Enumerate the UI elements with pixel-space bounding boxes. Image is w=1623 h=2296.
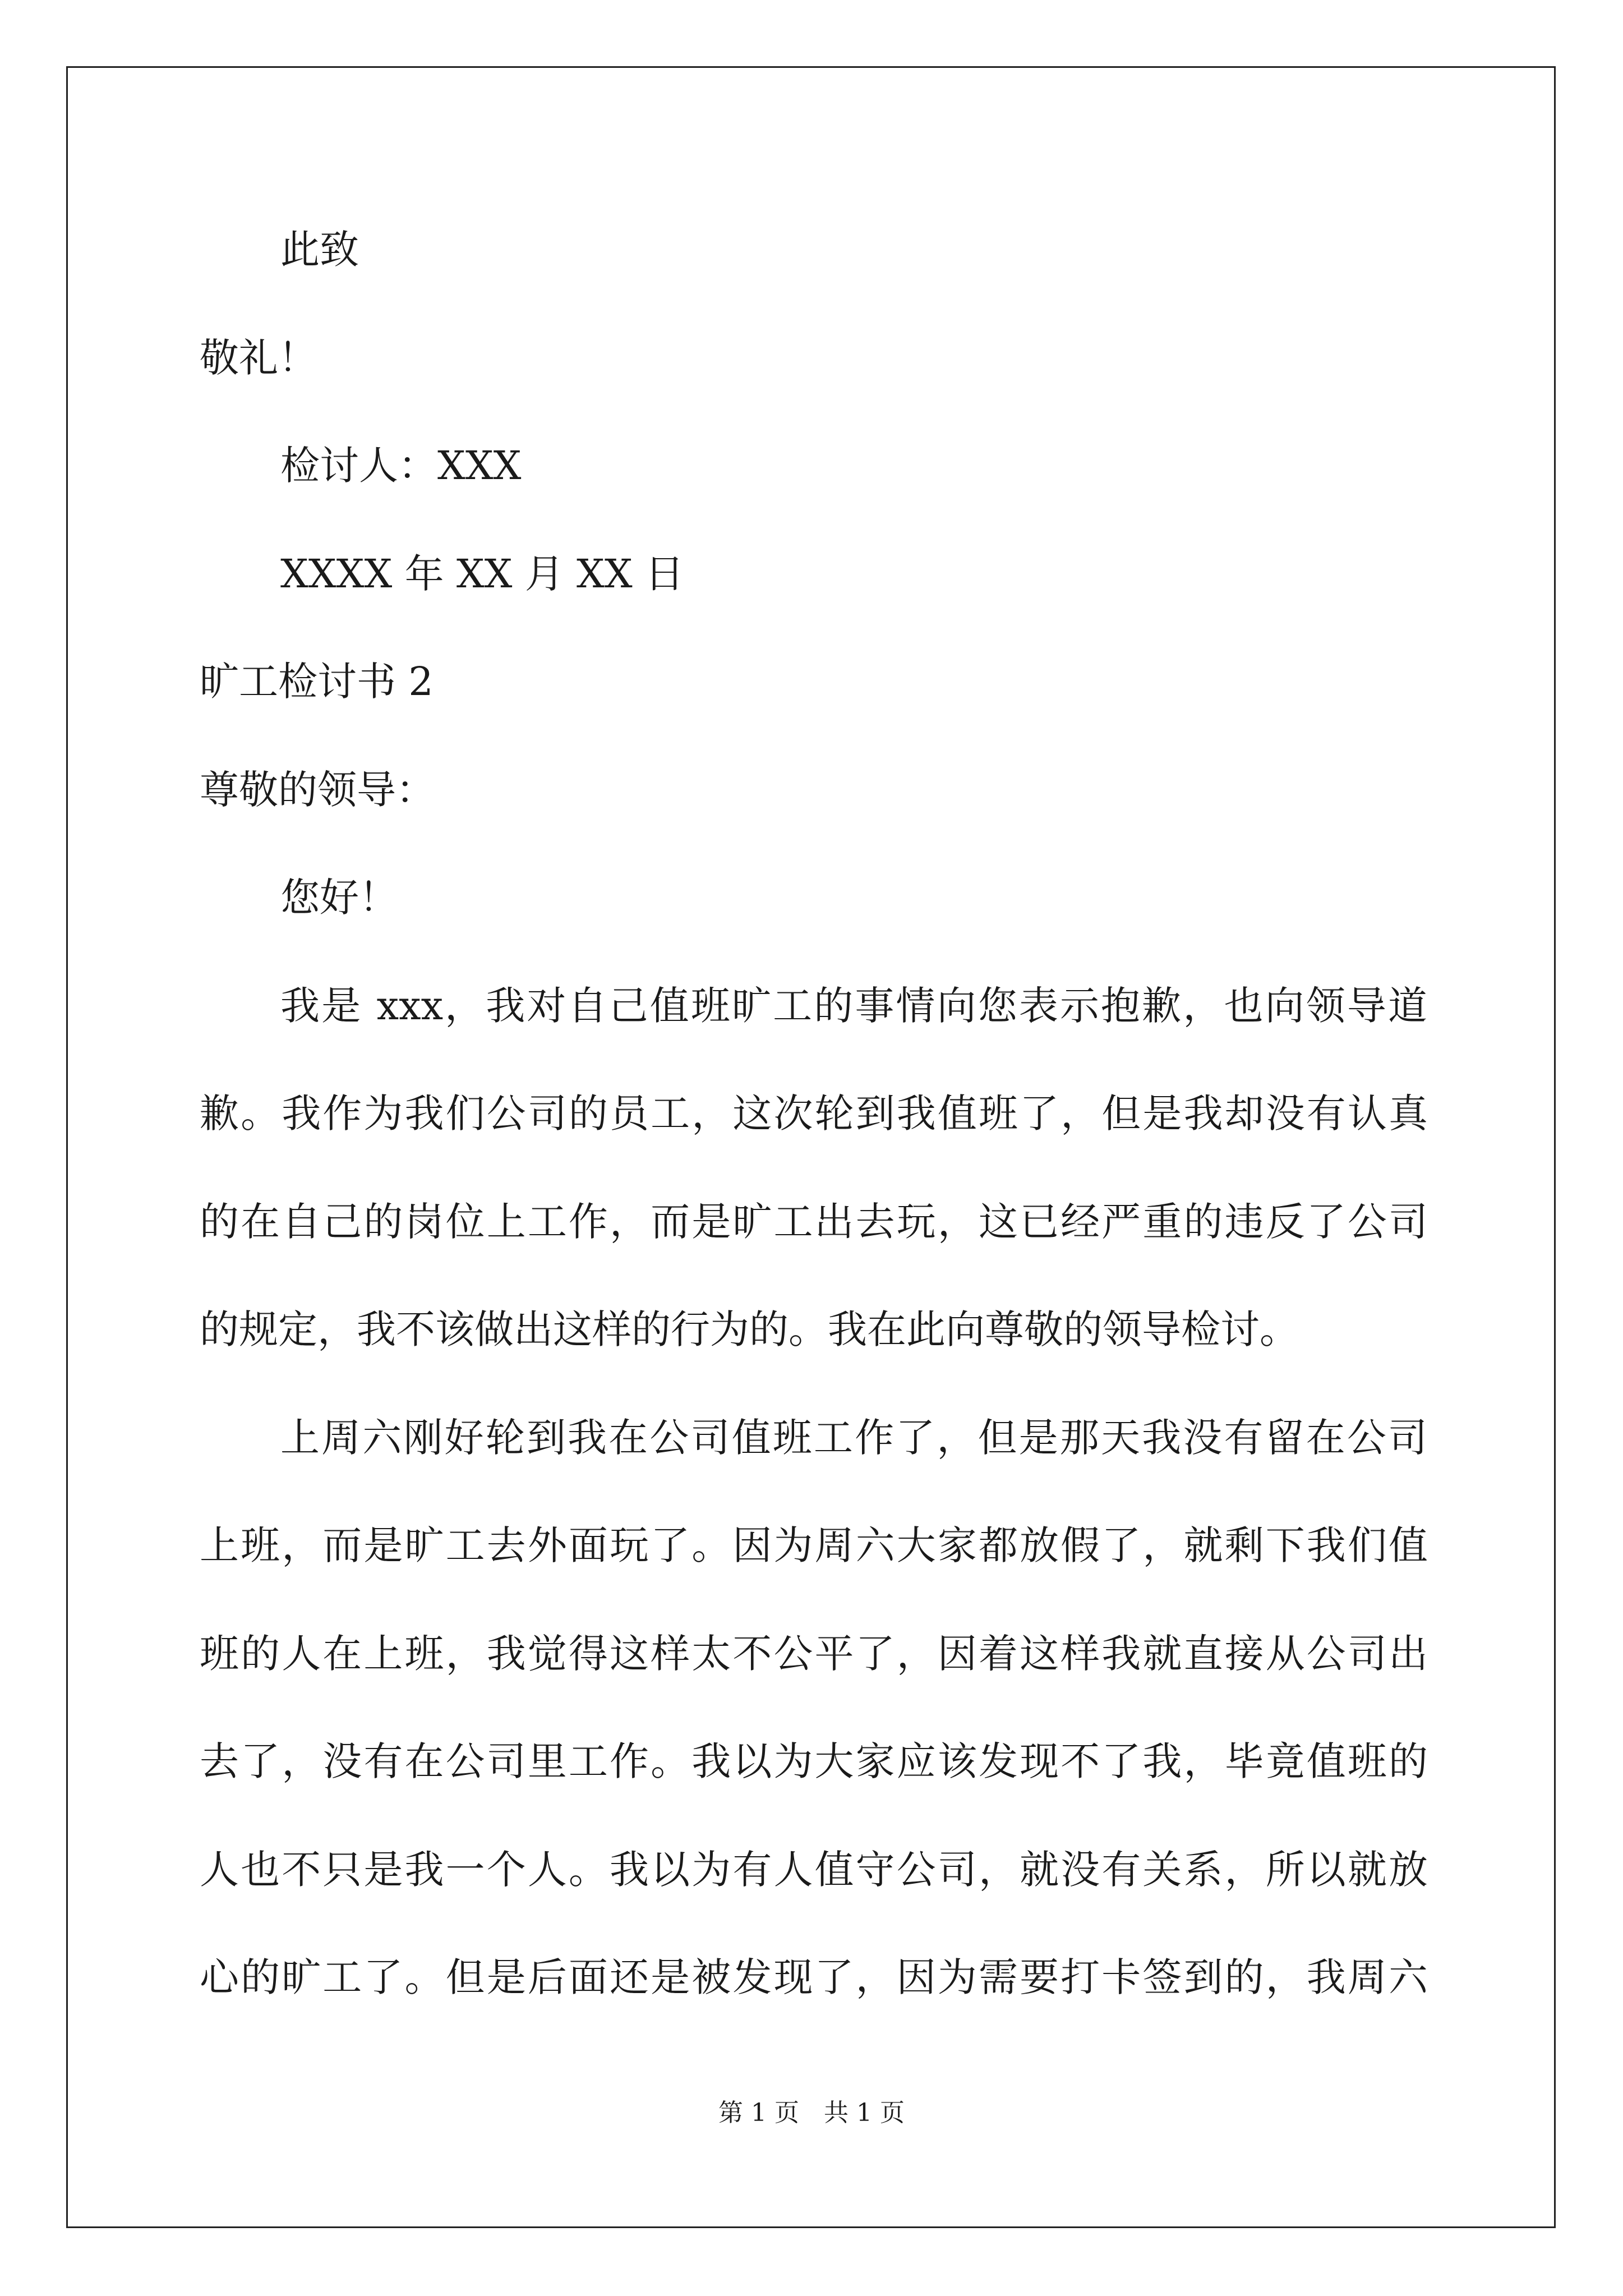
paragraph-line: 班的人在上班，我觉得这样太不公平了，因着这样我就直接从公司出 [200,1631,1428,1677]
page-number-footer: 第 1 页 共 1 页 [718,2099,905,2127]
paragraph-line: 上班，而是旷工去外面玩了。因为周六大家都放假了，就剩下我们值 [200,1522,1428,1568]
greeting-recipient: 尊敬的领导： [200,767,435,813]
salutation-closing: 敬礼！ [200,335,317,381]
paragraph-line: 心的旷工了。但是后面还是被发现了，因为需要打卡签到的，我周六 [200,1954,1428,2000]
paragraph-line: 的规定，我不该做出这样的行为的。我在此向尊敬的领导检讨。 [200,1306,1299,1352]
paragraph-line: 我是 xxx，我对自己值班旷工的事情向您表示抱歉，也向领导道 [280,983,1427,1029]
date-line: XXXX 年 XX 月 XX 日 [280,551,684,597]
closing-phrase: 此致 [280,227,359,273]
section-title: 旷工检讨书 2 [200,659,434,705]
paragraph-line: 去了，没有在公司里工作。我以为大家应该发现不了我，毕竟值班的 [200,1738,1428,1784]
greeting: 您好！ [280,875,398,921]
paragraph-line: 歉。我作为我们公司的员工，这次轮到我值班了，但是我却没有认真 [200,1091,1428,1137]
paragraph-line: 的在自己的岗位上工作，而是旷工出去玩，这已经严重的违反了公司 [200,1199,1428,1245]
paragraph-line: 人也不只是我一个人。我以为有人值守公司，就没有关系，所以就放 [200,1847,1428,1893]
paragraph-line: 上周六刚好轮到我在公司值班工作了，但是那天我没有留在公司 [280,1415,1427,1461]
author-signature: 检讨人：XXX [280,443,522,489]
page-border [66,66,1556,2228]
